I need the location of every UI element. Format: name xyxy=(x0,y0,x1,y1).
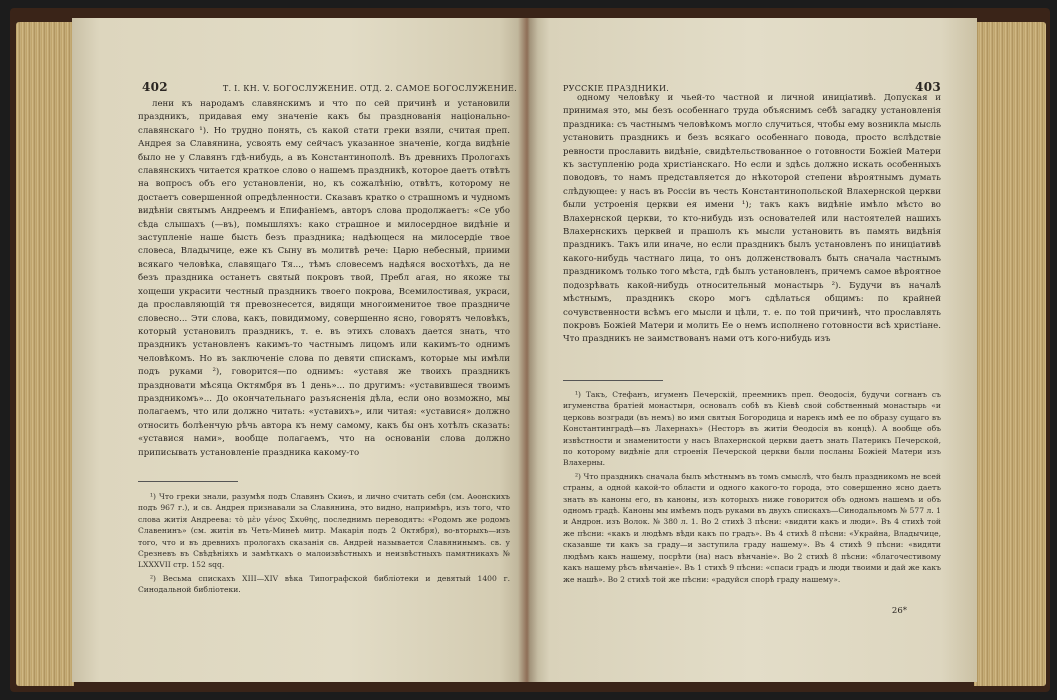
signature-mark: 26* xyxy=(891,606,907,616)
left-page-edges xyxy=(16,22,74,686)
footnote: ²) Что праздникъ сначала былъ мѣстнымъ въ томъ смыслѣ, что былъ праздникомъ не всей страны, а одной какой-то области и одного какого-то города, это совершенно ясно даетъ знать въ каноны его, въ каноны, изъ которыхъ ниже говорится объ одномъ нашемъ и объ одномъ градѣ. Каноны мы имѣемъ подъ руками въ двухъ спискахъ—Синодальномъ № 577 л. 1 и Андрон. изъ Волок. № 380 л. 1. Во 2 стихѣ 3 пѣсни: «видяти какъ и люди». Въ 4 стихѣ той же пѣсни: «какъ и людѣмъ вѣди какъ по градъ». Въ 4 стихѣ 8 пѣсни: «Украйна, Владычице, сказавше ти какъ за граду—и заступила граду нашему». Въ 4 стихѣ 9 пѣсни: «видяти людѣмъ какъ нашему, посрѣти (на) насъ вѣнчаніе». Во 2 стихѣ 8 пѣсни: «благочестивому какъ нашему рѣсъ вѣнчаніе». Въ 1 стихѣ 9 пѣсни: «спаси градъ и люди твоими и дай же какъ же нашѣ». Во 2 стихѣ той же пѣсни: «радуйся спорѣ граду нашему». xyxy=(563,471,941,584)
running-head: РУССКІЕ ПРАЗДНИКИ. xyxy=(563,84,670,93)
left-page-footnotes xyxy=(138,491,510,598)
footnote-rule xyxy=(563,380,663,381)
right-page-edges xyxy=(974,22,1046,686)
right-page-footnotes xyxy=(563,389,941,587)
page-number: 402 xyxy=(142,80,168,94)
book xyxy=(10,8,1050,692)
right-page-body xyxy=(563,92,941,347)
footnote-rule xyxy=(138,481,238,482)
footnote: ¹) Такъ, Стефанъ, игуменъ Печерскій, преемникъ преп. Ѳеодосія, будучи согнанъ съ игуменства братіей монастыря, основалъ собѣ въ Кіевѣ свой собственный монастырь «и церковь возгради (въ немъ) во имя святыя Богородица и нарекъ имѣ ее по образу сущаго въ Константинградѣ—въ Лахернахъ» (Несторъ въ житіи Ѳеодосія въ концѣ). А вообще объ извѣстности и знаменитости у насъ Влахернской церкви даетъ знать Патерикъ Печерской, по которому видѣніе для строенія Печерской церкви были посланы Божіей Матери изъ Влахерны. xyxy=(563,390,941,468)
left-page-header xyxy=(142,80,517,94)
left-page-body xyxy=(138,98,510,460)
book-gutter xyxy=(518,18,538,682)
right-page xyxy=(527,18,977,682)
footnote: ²) Весьма спискахъ XIII—XIV вѣка Типографской библіотеки и девятый 1400 г. Синодальной библіотеки. xyxy=(138,573,510,595)
paragraph: лени къ народамъ славянскимъ и что по сей причинѣ и установили праздникъ, придавая ему значеніе какъ бы празднованія національно-славянскаго ¹). Но трудно понять, съ какой стати греки взяли, считая преп. Андрея за Славянина, усвоять ему сейчасъ указанное значеніе, когда видѣніе было не у Славянъ гдѣ-нибудь, а въ Константинополѣ. Въ древнихъ Прологахъ славянскихъ читается краткое слово о нашемъ праздникѣ, которое даетъ отвѣтъ на вопросъ объ его установленіи, но, къ сожалѣнію, отвѣтъ, которому не достаетъ совершенной опредѣленности. Сказавъ кратко о страшномъ и чудномъ видѣніи святымъ Андреемъ и Епифаніемъ, авторъ слова продолжаетъ: «Се убо сѣда слышахъ (—въ), помышляхъ: како страшное и милосердное видѣніе и заступленіе наше бысть безъ праздника; надѣющеся на милосердіе твое словеса, Владычице, еже къ Сыну въ молитвѣ рече: Царю небесный, приими всякаго человѣка, славящаго Тя..., тѣмъ словесемъ надѣяся восхотѣхъ, да не безъ праздника останетъ святый покровъ твой, Пребл агая, но якоже ты хощеши украсити честный праздникъ твоего покрова, Всемилостивая, украси, да прославляющій тя превознесется, видящи многоименитое твое праздниче словесно... Эти слова, какъ, повидимому, совершенно ясно, говорятъ человѣкъ, который установилъ праздникъ, т. е. въ этихъ словахъ дается знать, что праздникъ установленъ какимъ-то частнымъ лицомъ или какимъ-то однимъ человѣкомъ. Но въ заключеніе слова по девяти спискамъ, которые мы имѣли подъ руками ²), говорится—по однимъ: «уставя же твоихъ праздникъ праздновати мѣсяца Октямбря въ 1 день»... по другимъ: «уставившеся твоимъ праздникомъ»... До окончательнаго разъясненія дѣла, если оно возможно, мы полагаемъ, что или должно читать: «уставихъ», или читая: «уставися» должно относить болѣенчую рѣчь автора къ нему самому, какъ бы онъ хотѣлъ сказать: «уставися нами», вообще полагаемъ, что на основаніи слова должно приписывать установленіе праздника какому-то xyxy=(138,99,510,458)
running-head: Т. I. КН. V. БОГОСЛУЖЕНИЕ. ОТД. 2. САМОЕ БОГОСЛУЖЕНИЕ. xyxy=(222,84,517,93)
left-page xyxy=(72,18,527,682)
paragraph: одному человѣку и чьей-то частной и личной иниціативѣ. Допуская и принимая это, мы безъ особеннаго труда объяснимъ себѣ загадку установленія праздника: съ частнымъ человѣкомъ могло случиться, чтобы ему возникла мысль установить праздникъ и безъ всякаго особеннаго повода, просто вслѣдствіе ревности прославить видѣніе, свидѣтельствованное о готовности Божіей Матери къ заступленію рода христіанскаго. Но если и здѣсь должно искать особенныхъ поводовъ, то намъ представляется до нѣкоторой степени вѣроятнымъ думать слѣдующее: у насъ въ Россіи въ честь Константинопольской Влахернской церкви были устроенія церкви ея имени ¹); такъ какъ видѣніе имѣло мѣсто во Влахернской церкви, то кто-нибудь изъ основателей или настоятелей нашихъ Влахернскихъ церквей и прашолъ къ мысли установить въ память видѣнія праздникъ. Такъ или иначе, но если праздникъ былъ установленъ по иниціативѣ какого-нибудь частнаго лица, то онъ долженствовалъ быть сначала частнымъ праздникомъ только того мѣста, гдѣ былъ установленъ, причемъ самое вѣроятное подозрѣвать какой-нибудь относительный монастырь ²). Будучи въ началѣ мѣстнымъ, праздникъ скоро могъ сдѣлаться общимъ: по крайней сочувственности всѣмъ его мысли и цѣли, т. е. по той причинѣ, что прославлять покровъ Божіей Матери и молить Ее о немъ исполнено готовности всѣ христіане. Что праздникъ не заимствованъ нами отъ кого-нибудь изъ xyxy=(563,93,941,345)
page-number: 403 xyxy=(915,80,941,94)
footnote: ¹) Что греки знали, разумѣя подъ Славянъ Скиѳъ, и лично считать себя (см. Аѳонскихъ подъ 967 г.), и св. Андрея признавали за Славянина, это видно, напримѣръ, изъ того, что слова житія Андреева: τὸ μὲν γένος Σκυθης, последнимъ переводятъ: «Родомъ же родомъ Славенинъ» (см. житія въ Четь-Минеѣ митр. Макарія подъ 2 Октября), во-вторыхъ—изъ того, что и въ древнихъ прологахъ сказанія св. Андрей называется Славянинымъ. св. у Срезневъ въ Свѣдѣніяхъ и замѣткахъ о малоизвѣстныхъ и неизвѣстныхъ памятникахъ № LXXXVII стр. 152 sqq. xyxy=(138,492,510,570)
